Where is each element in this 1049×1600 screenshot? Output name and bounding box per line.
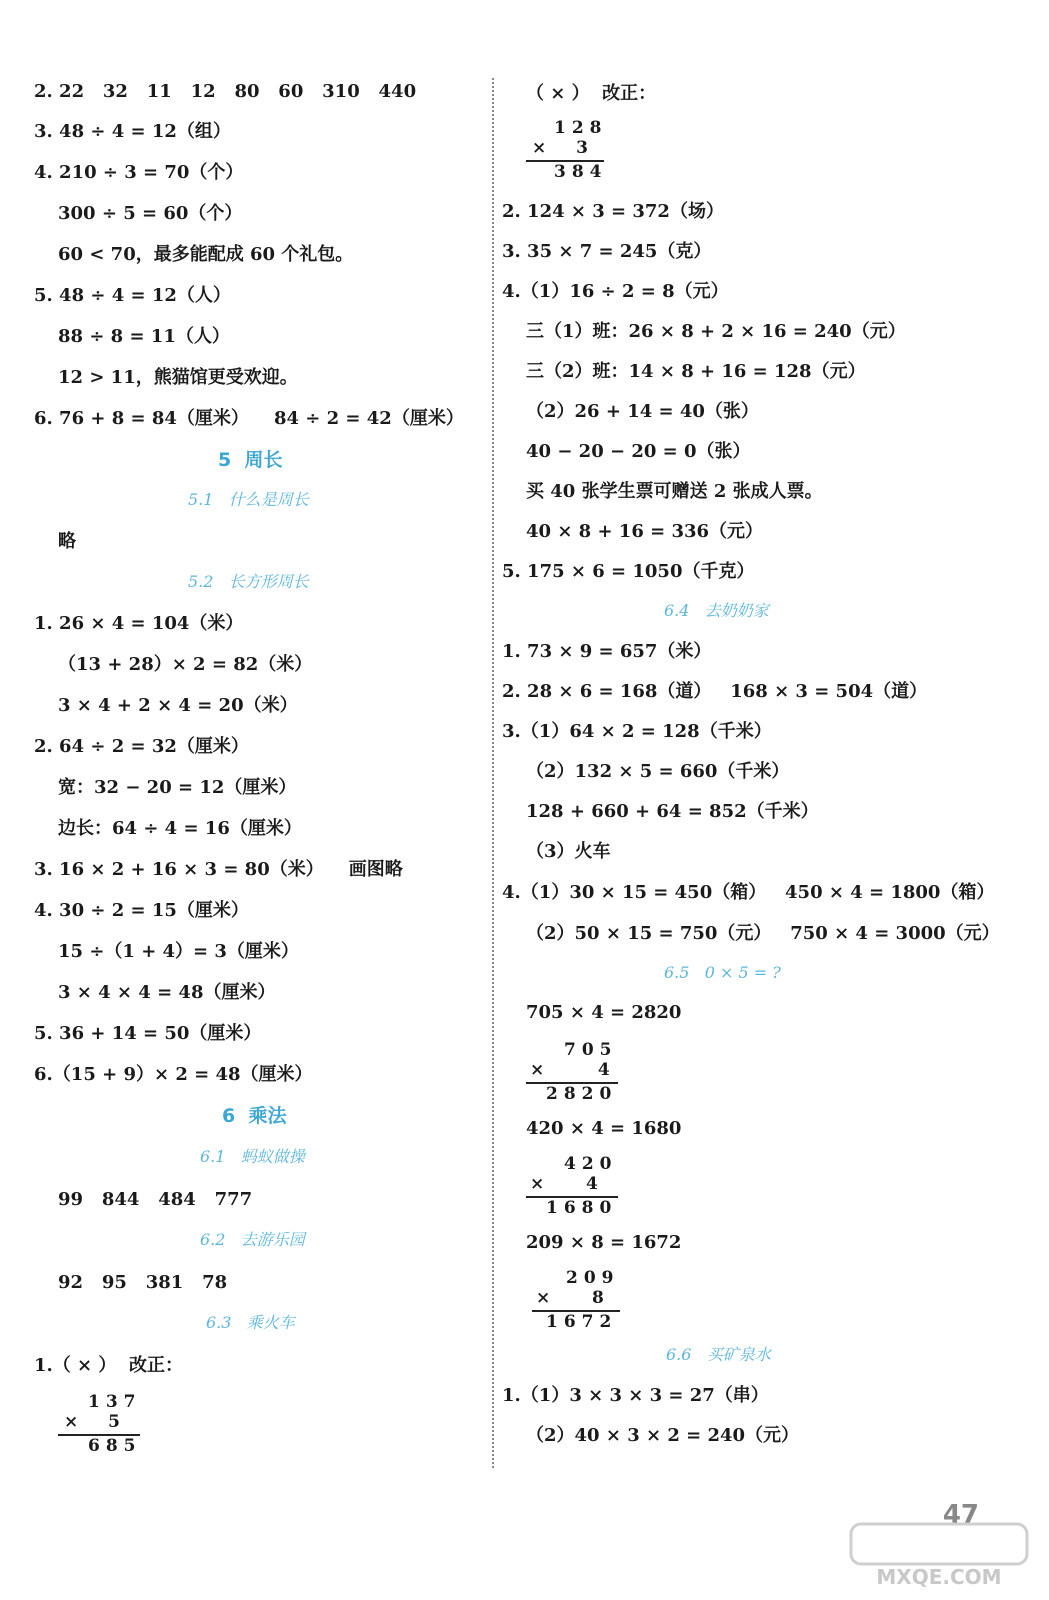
answer-line: 略 [58,531,76,552]
section-heading: 5.1 什么是周长 [188,490,309,509]
section-heading: 5.2 长方形周长 [188,572,309,591]
answer-line: 2. 22 32 11 12 80 60 310 440 [34,81,417,102]
calc-product: 1680 [546,1198,618,1218]
calc-multiplicand: 209 [566,1268,620,1288]
calc-product: 1672 [546,1312,618,1332]
answer-line: 40 − 20 − 20 = 0（张） [526,441,751,462]
page-number: 47 [942,1500,979,1530]
answer-line: 3 × 4 + 2 × 4 = 20（米） [58,695,298,716]
calc-multiplicand: 420 [564,1154,618,1174]
vertical-calculation [526,118,616,190]
answer-line: 3.（1）64 × 2 = 128（千米） [502,721,772,742]
answer-line: 6. 76 + 8 = 84（厘米） 84 ÷ 2 = 42（厘米） [34,408,464,429]
vertical-calculation [58,1392,148,1464]
calc-multiplicand: 128 [554,118,608,138]
answer-line: 4. 210 ÷ 3 = 70（个） [34,162,244,183]
answer-line: 420 × 4 = 1680 [526,1118,682,1139]
answer-line: 300 ÷ 5 = 60（个） [58,203,243,224]
chapter-heading: 5 周长 [218,449,283,471]
svg-text:MXQE.COM: MXQE.COM [876,1565,1002,1589]
calc-product: 2820 [546,1084,618,1104]
answer-line: 99 844 484 777 [58,1189,253,1210]
section-heading: 6.2 去游乐园 [200,1230,305,1249]
answer-line: 92 95 381 78 [58,1272,228,1293]
calc-multiplier: × 5 [64,1412,126,1432]
answer-line: 三（1）班：26 × 8 + 2 × 16 = 240（元） [526,321,906,342]
answer-line: 2. 64 ÷ 2 = 32（厘米） [34,736,249,757]
answer-line: 5. 36 + 14 = 50（厘米） [34,1023,262,1044]
answer-line: 4. 30 ÷ 2 = 15（厘米） [34,900,249,921]
answer-line: 40 × 8 + 16 = 336（元） [526,521,764,542]
answer-line: （2）50 × 15 = 750（元） 750 × 4 = 3000（元） [526,923,1000,944]
answer-line: 6.（15 + 9）× 2 = 48（厘米） [34,1064,313,1085]
calc-multiplicand: 705 [564,1040,618,1060]
section-heading: 6.3 乘火车 [206,1313,295,1332]
answer-line: （2）40 × 3 × 2 = 240（元） [526,1425,800,1446]
calc-multiplier: × 8 [536,1288,610,1308]
answer-line: 5. 175 × 6 = 1050（千克） [502,561,755,582]
calc-multiplicand: 137 [88,1392,142,1412]
answer-line: （3）火车 [526,841,611,862]
vertical-calculation [526,1268,626,1340]
watermark-logo [849,1520,1029,1590]
answer-line: （2）132 × 5 = 660（千米） [526,761,790,782]
answer-line: 买 40 张学生票可赠送 2 张成人票。 [526,481,823,502]
answer-line: 3. 16 × 2 + 16 × 3 = 80（米） 画图略 [34,859,403,880]
answer-line: 边长：64 ÷ 4 = 16（厘米） [58,818,302,839]
column-divider [492,78,494,1468]
answer-line: 1.（1）3 × 3 × 3 = 27（串） [502,1385,769,1406]
answer-line: 3. 48 ÷ 4 = 12（组） [34,121,231,142]
answer-line: 15 ÷（1 + 4）= 3（厘米） [58,941,299,962]
calc-multiplier: × 4 [530,1174,604,1194]
answer-line: 3. 35 × 7 = 245（克） [502,241,712,262]
answer-line: 60 < 70，最多能配成 60 个礼包。 [58,244,354,265]
answer-line: 12 > 11，熊猫馆更受欢迎。 [58,367,298,388]
vertical-calculation [526,1154,626,1226]
answer-line: （2）26 + 14 = 40（张） [526,401,759,422]
calc-product: 685 [88,1436,142,1456]
calc-multiplier: × 4 [530,1060,616,1080]
answer-line: 三（2）班：14 × 8 + 16 = 128（元） [526,361,866,382]
answer-line: 宽：32 − 20 = 12（厘米） [58,777,297,798]
answer-line: 88 ÷ 8 = 11（人） [58,326,230,347]
answer-line: 2. 28 × 6 = 168（道） 168 × 3 = 504（道） [502,681,928,702]
answer-line: 128 + 660 + 64 = 852（千米） [526,801,819,822]
vertical-calculation [526,1040,626,1112]
answer-line: 4.（1）30 × 15 = 450（箱） 450 × 4 = 1800（箱） [502,882,995,903]
answer-line: 3 × 4 × 4 = 48（厘米） [58,982,276,1003]
answer-line: 705 × 4 = 2820 [526,1002,682,1023]
calc-multiplier: × 3 [532,138,594,158]
answer-line: 1.（ × ） 改正： [34,1355,183,1376]
answer-line: 1. 26 × 4 = 104（米） [34,613,244,634]
section-heading: 6.4 去奶奶家 [664,601,769,620]
chapter-heading: 6 乘法 [222,1105,287,1127]
answer-line: 4.（1）16 ÷ 2 = 8（元） [502,281,729,302]
calc-product: 384 [554,162,608,182]
section-heading: 6.1 蚂蚁做操 [200,1147,305,1166]
answer-line: 2. 124 × 3 = 372（场） [502,201,724,222]
answer-line: （13 + 28）× 2 = 82（米） [58,654,313,675]
section-heading: 6.5 0 × 5 = ? [664,963,781,982]
answer-line: 5. 48 ÷ 4 = 12（人） [34,285,231,306]
section-heading: 6.6 买矿泉水 [666,1345,771,1364]
answer-line: 209 × 8 = 1672 [526,1232,682,1253]
answer-line: （ × ） 改正： [526,83,657,104]
answer-line: 1. 73 × 9 = 657（米） [502,641,712,662]
